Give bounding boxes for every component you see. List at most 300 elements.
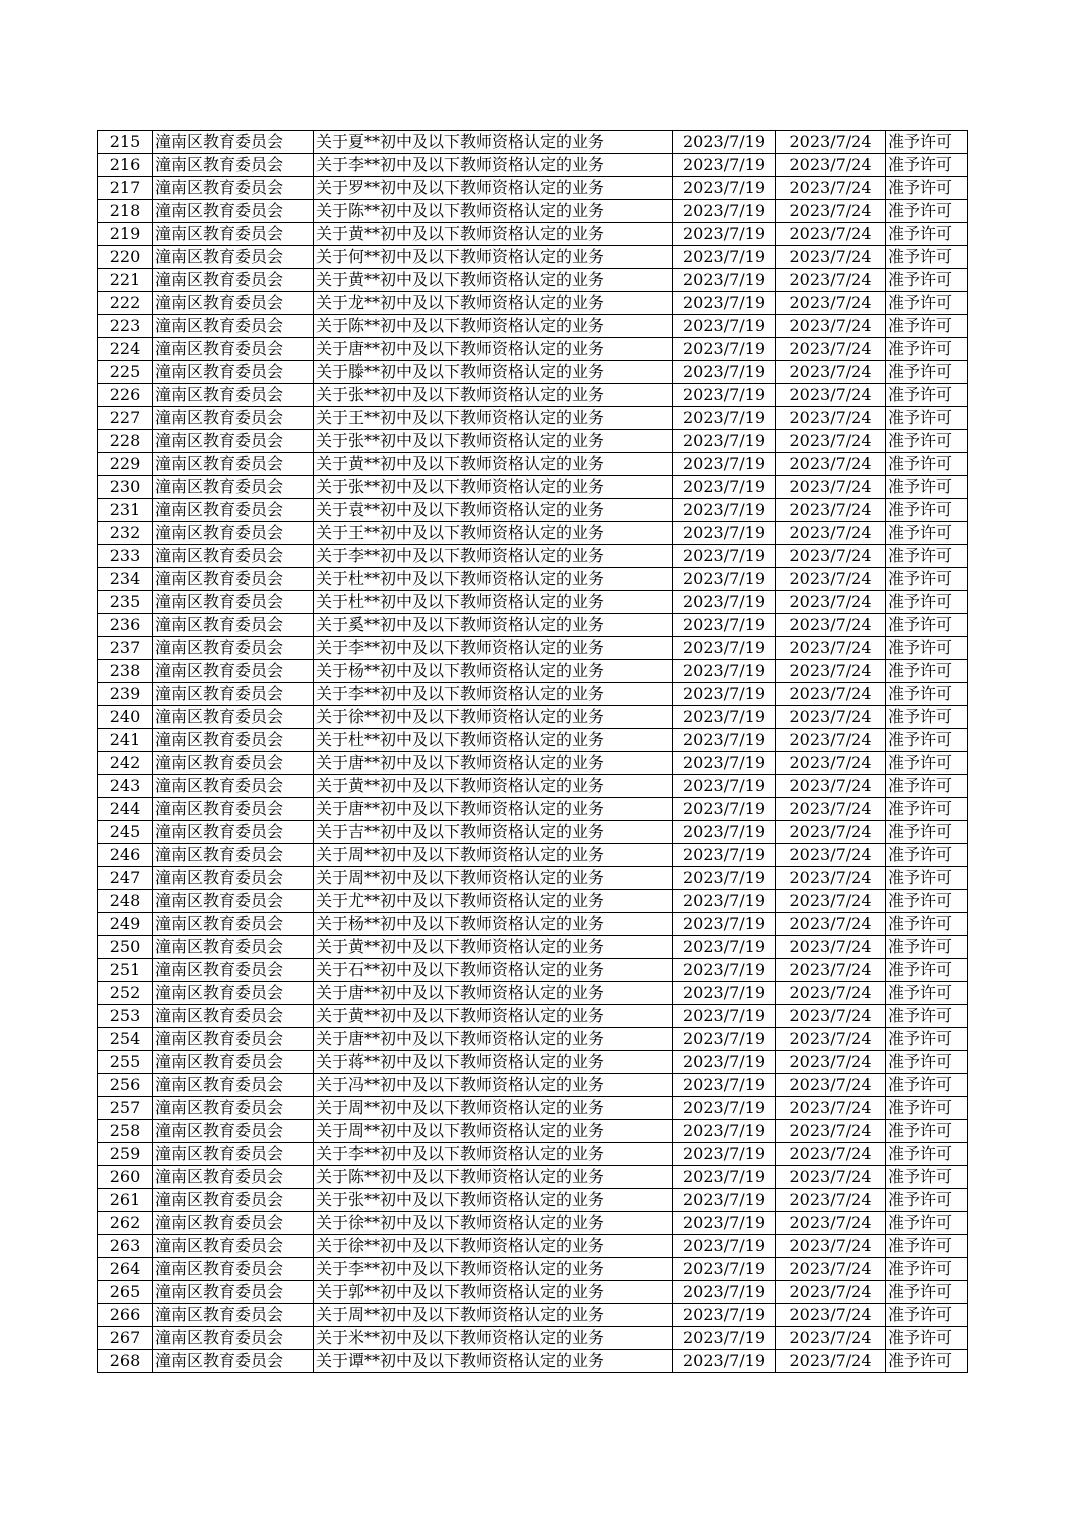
accepted-date-cell: 2023/7/19: [673, 1258, 776, 1281]
department-cell: 潼南区教育委员会: [153, 936, 314, 959]
accepted-date-cell: 2023/7/19: [673, 499, 776, 522]
department-cell: 潼南区教育委员会: [153, 752, 314, 775]
table-row: [98, 959, 968, 982]
table-row: [98, 522, 968, 545]
row-number: 237: [98, 637, 153, 660]
matter-title-cell: 关于罗**初中及以下教师资格认定的业务: [314, 177, 673, 200]
matter-title-cell: 关于周**初中及以下教师资格认定的业务: [314, 844, 673, 867]
result-cell: 准予许可: [886, 890, 968, 913]
accepted-date-cell: 2023/7/19: [673, 453, 776, 476]
row-number: 249: [98, 913, 153, 936]
table-row: [98, 1235, 968, 1258]
table-row: [98, 1143, 968, 1166]
matter-title-cell: 关于张**初中及以下教师资格认定的业务: [314, 430, 673, 453]
matter-title-cell: 关于张**初中及以下教师资格认定的业务: [314, 384, 673, 407]
decision-date-cell: 2023/7/24: [776, 637, 886, 660]
decision-date-cell: 2023/7/24: [776, 338, 886, 361]
decision-date-cell: 2023/7/24: [776, 1327, 886, 1350]
table-row: [98, 361, 968, 384]
row-number: 267: [98, 1327, 153, 1350]
accepted-date-cell: 2023/7/19: [673, 292, 776, 315]
accepted-date-cell: 2023/7/19: [673, 361, 776, 384]
accepted-date-cell: 2023/7/19: [673, 568, 776, 591]
accepted-date-cell: 2023/7/19: [673, 637, 776, 660]
matter-title-cell: 关于李**初中及以下教师资格认定的业务: [314, 1258, 673, 1281]
accepted-date-cell: 2023/7/19: [673, 407, 776, 430]
matter-title-cell: 关于周**初中及以下教师资格认定的业务: [314, 1097, 673, 1120]
row-number: 230: [98, 476, 153, 499]
decision-date-cell: 2023/7/24: [776, 1005, 886, 1028]
table-row: [98, 1028, 968, 1051]
row-number: 221: [98, 269, 153, 292]
decision-date-cell: 2023/7/24: [776, 1051, 886, 1074]
table-row: [98, 1074, 968, 1097]
decision-date-cell: 2023/7/24: [776, 361, 886, 384]
matter-title-cell: 关于周**初中及以下教师资格认定的业务: [314, 867, 673, 890]
matter-title-cell: 关于陈**初中及以下教师资格认定的业务: [314, 200, 673, 223]
decision-date-cell: 2023/7/24: [776, 1281, 886, 1304]
table-row: [98, 499, 968, 522]
department-cell: 潼南区教育委员会: [153, 683, 314, 706]
result-cell: 准予许可: [886, 338, 968, 361]
matter-title-cell: 关于袁**初中及以下教师资格认定的业务: [314, 499, 673, 522]
department-cell: 潼南区教育委员会: [153, 154, 314, 177]
decision-date-cell: 2023/7/24: [776, 1074, 886, 1097]
accepted-date-cell: 2023/7/19: [673, 959, 776, 982]
department-cell: 潼南区教育委员会: [153, 867, 314, 890]
result-cell: 准予许可: [886, 867, 968, 890]
accepted-date-cell: 2023/7/19: [673, 890, 776, 913]
decision-date-cell: 2023/7/24: [776, 223, 886, 246]
matter-title-cell: 关于夏**初中及以下教师资格认定的业务: [314, 131, 673, 154]
accepted-date-cell: 2023/7/19: [673, 154, 776, 177]
department-cell: 潼南区教育委员会: [153, 614, 314, 637]
department-cell: 潼南区教育委员会: [153, 499, 314, 522]
result-cell: 准予许可: [886, 1350, 968, 1373]
decision-date-cell: 2023/7/24: [776, 1028, 886, 1051]
department-cell: 潼南区教育委员会: [153, 407, 314, 430]
result-cell: 准予许可: [886, 545, 968, 568]
table-row: [98, 1120, 968, 1143]
row-number: 222: [98, 292, 153, 315]
decision-date-cell: 2023/7/24: [776, 1189, 886, 1212]
department-cell: 潼南区教育委员会: [153, 453, 314, 476]
accepted-date-cell: 2023/7/19: [673, 1005, 776, 1028]
matter-title-cell: 关于徐**初中及以下教师资格认定的业务: [314, 1235, 673, 1258]
department-cell: 潼南区教育委员会: [153, 338, 314, 361]
result-cell: 准予许可: [886, 476, 968, 499]
matter-title-cell: 关于黄**初中及以下教师资格认定的业务: [314, 269, 673, 292]
decision-date-cell: 2023/7/24: [776, 315, 886, 338]
accepted-date-cell: 2023/7/19: [673, 1281, 776, 1304]
table-row: [98, 269, 968, 292]
table-row: [98, 476, 968, 499]
decision-date-cell: 2023/7/24: [776, 568, 886, 591]
decision-date-cell: 2023/7/24: [776, 1258, 886, 1281]
matter-title-cell: 关于陈**初中及以下教师资格认定的业务: [314, 1166, 673, 1189]
result-cell: 准予许可: [886, 246, 968, 269]
accepted-date-cell: 2023/7/19: [673, 982, 776, 1005]
accepted-date-cell: 2023/7/19: [673, 867, 776, 890]
department-cell: 潼南区教育委员会: [153, 1235, 314, 1258]
accepted-date-cell: 2023/7/19: [673, 384, 776, 407]
result-cell: 准予许可: [886, 1235, 968, 1258]
table-row: [98, 844, 968, 867]
accepted-date-cell: 2023/7/19: [673, 246, 776, 269]
table-row: [98, 660, 968, 683]
table-row: [98, 568, 968, 591]
table-row: [98, 430, 968, 453]
accepted-date-cell: 2023/7/19: [673, 177, 776, 200]
row-number: 252: [98, 982, 153, 1005]
department-cell: 潼南区教育委员会: [153, 1097, 314, 1120]
result-cell: 准予许可: [886, 315, 968, 338]
accepted-date-cell: 2023/7/19: [673, 131, 776, 154]
matter-title-cell: 关于谭**初中及以下教师资格认定的业务: [314, 1350, 673, 1373]
row-number: 265: [98, 1281, 153, 1304]
department-cell: 潼南区教育委员会: [153, 1327, 314, 1350]
result-cell: 准予许可: [886, 1051, 968, 1074]
row-number: 248: [98, 890, 153, 913]
department-cell: 潼南区教育委员会: [153, 1028, 314, 1051]
row-number: 253: [98, 1005, 153, 1028]
accepted-date-cell: 2023/7/19: [673, 1304, 776, 1327]
table-row: [98, 706, 968, 729]
result-cell: 准予许可: [886, 683, 968, 706]
accepted-date-cell: 2023/7/19: [673, 1120, 776, 1143]
matter-title-cell: 关于唐**初中及以下教师资格认定的业务: [314, 752, 673, 775]
table-row: [98, 1281, 968, 1304]
matter-title-cell: 关于李**初中及以下教师资格认定的业务: [314, 154, 673, 177]
decision-date-cell: 2023/7/24: [776, 476, 886, 499]
result-cell: 准予许可: [886, 706, 968, 729]
table-row: [98, 292, 968, 315]
result-cell: 准予许可: [886, 1212, 968, 1235]
table-row: [98, 1258, 968, 1281]
decision-date-cell: 2023/7/24: [776, 660, 886, 683]
accepted-date-cell: 2023/7/19: [673, 591, 776, 614]
table-row: [98, 614, 968, 637]
result-cell: 准予许可: [886, 1005, 968, 1028]
table-row: [98, 315, 968, 338]
result-cell: 准予许可: [886, 384, 968, 407]
result-cell: 准予许可: [886, 499, 968, 522]
row-number: 256: [98, 1074, 153, 1097]
row-number: 260: [98, 1166, 153, 1189]
matter-title-cell: 关于王**初中及以下教师资格认定的业务: [314, 522, 673, 545]
table-row: [98, 1212, 968, 1235]
result-cell: 准予许可: [886, 1304, 968, 1327]
result-cell: 准予许可: [886, 752, 968, 775]
row-number: 220: [98, 246, 153, 269]
row-number: 225: [98, 361, 153, 384]
department-cell: 潼南区教育委员会: [153, 568, 314, 591]
accepted-date-cell: 2023/7/19: [673, 683, 776, 706]
matter-title-cell: 关于尤**初中及以下教师资格认定的业务: [314, 890, 673, 913]
department-cell: 潼南区教育委员会: [153, 821, 314, 844]
decision-date-cell: 2023/7/24: [776, 913, 886, 936]
result-cell: 准予许可: [886, 775, 968, 798]
table-row: [98, 1097, 968, 1120]
result-cell: 准予许可: [886, 614, 968, 637]
row-number: 223: [98, 315, 153, 338]
decision-date-cell: 2023/7/24: [776, 1166, 886, 1189]
matter-title-cell: 关于周**初中及以下教师资格认定的业务: [314, 1120, 673, 1143]
department-cell: 潼南区教育委员会: [153, 1304, 314, 1327]
matter-title-cell: 关于杨**初中及以下教师资格认定的业务: [314, 913, 673, 936]
row-number: 232: [98, 522, 153, 545]
decision-date-cell: 2023/7/24: [776, 430, 886, 453]
result-cell: 准予许可: [886, 637, 968, 660]
result-cell: 准予许可: [886, 1166, 968, 1189]
accepted-date-cell: 2023/7/19: [673, 706, 776, 729]
result-cell: 准予许可: [886, 959, 968, 982]
department-cell: 潼南区教育委员会: [153, 798, 314, 821]
decision-date-cell: 2023/7/24: [776, 1143, 886, 1166]
result-cell: 准予许可: [886, 407, 968, 430]
matter-title-cell: 关于郭**初中及以下教师资格认定的业务: [314, 1281, 673, 1304]
department-cell: 潼南区教育委员会: [153, 1074, 314, 1097]
result-cell: 准予许可: [886, 1258, 968, 1281]
matter-title-cell: 关于唐**初中及以下教师资格认定的业务: [314, 338, 673, 361]
department-cell: 潼南区教育委员会: [153, 131, 314, 154]
row-number: 262: [98, 1212, 153, 1235]
decision-date-cell: 2023/7/24: [776, 384, 886, 407]
row-number: 263: [98, 1235, 153, 1258]
row-number: 259: [98, 1143, 153, 1166]
department-cell: 潼南区教育委员会: [153, 591, 314, 614]
department-cell: 潼南区教育委员会: [153, 545, 314, 568]
result-cell: 准予许可: [886, 522, 968, 545]
accepted-date-cell: 2023/7/19: [673, 1074, 776, 1097]
row-number: 257: [98, 1097, 153, 1120]
matter-title-cell: 关于周**初中及以下教师资格认定的业务: [314, 1304, 673, 1327]
decision-date-cell: 2023/7/24: [776, 890, 886, 913]
accepted-date-cell: 2023/7/19: [673, 798, 776, 821]
decision-date-cell: 2023/7/24: [776, 1304, 886, 1327]
row-number: 238: [98, 660, 153, 683]
result-cell: 准予许可: [886, 200, 968, 223]
table-row: [98, 982, 968, 1005]
accepted-date-cell: 2023/7/19: [673, 1097, 776, 1120]
result-cell: 准予许可: [886, 154, 968, 177]
department-cell: 潼南区教育委员会: [153, 384, 314, 407]
matter-title-cell: 关于李**初中及以下教师资格认定的业务: [314, 545, 673, 568]
matter-title-cell: 关于王**初中及以下教师资格认定的业务: [314, 407, 673, 430]
decision-date-cell: 2023/7/24: [776, 177, 886, 200]
matter-title-cell: 关于黄**初中及以下教师资格认定的业务: [314, 223, 673, 246]
result-cell: 准予许可: [886, 729, 968, 752]
department-cell: 潼南区教育委员会: [153, 292, 314, 315]
department-cell: 潼南区教育委员会: [153, 1212, 314, 1235]
row-number: 255: [98, 1051, 153, 1074]
row-number: 218: [98, 200, 153, 223]
department-cell: 潼南区教育委员会: [153, 1166, 314, 1189]
accepted-date-cell: 2023/7/19: [673, 821, 776, 844]
matter-title-cell: 关于唐**初中及以下教师资格认定的业务: [314, 798, 673, 821]
table-row: [98, 821, 968, 844]
matter-title-cell: 关于何**初中及以下教师资格认定的业务: [314, 246, 673, 269]
decision-date-cell: 2023/7/24: [776, 959, 886, 982]
matter-title-cell: 关于米**初中及以下教师资格认定的业务: [314, 1327, 673, 1350]
department-cell: 潼南区教育委员会: [153, 246, 314, 269]
decision-date-cell: 2023/7/24: [776, 614, 886, 637]
table-row: [98, 200, 968, 223]
table-row: [98, 913, 968, 936]
department-cell: 潼南区教育委员会: [153, 361, 314, 384]
result-cell: 准予许可: [886, 591, 968, 614]
row-number: 239: [98, 683, 153, 706]
table-row: [98, 1304, 968, 1327]
result-cell: 准予许可: [886, 1143, 968, 1166]
result-cell: 准予许可: [886, 982, 968, 1005]
accepted-date-cell: 2023/7/19: [673, 729, 776, 752]
accepted-date-cell: 2023/7/19: [673, 338, 776, 361]
matter-title-cell: 关于唐**初中及以下教师资格认定的业务: [314, 982, 673, 1005]
result-cell: 准予许可: [886, 1189, 968, 1212]
row-number: 242: [98, 752, 153, 775]
row-number: 219: [98, 223, 153, 246]
table-row: [98, 338, 968, 361]
result-cell: 准予许可: [886, 1120, 968, 1143]
result-cell: 准予许可: [886, 453, 968, 476]
accepted-date-cell: 2023/7/19: [673, 660, 776, 683]
accepted-date-cell: 2023/7/19: [673, 1212, 776, 1235]
table-body: [98, 131, 968, 1373]
decision-date-cell: 2023/7/24: [776, 499, 886, 522]
accepted-date-cell: 2023/7/19: [673, 1327, 776, 1350]
department-cell: 潼南区教育委员会: [153, 476, 314, 499]
department-cell: 潼南区教育委员会: [153, 1005, 314, 1028]
accepted-date-cell: 2023/7/19: [673, 936, 776, 959]
table-row: [98, 1189, 968, 1212]
decision-date-cell: 2023/7/24: [776, 752, 886, 775]
accepted-date-cell: 2023/7/19: [673, 775, 776, 798]
accepted-date-cell: 2023/7/19: [673, 269, 776, 292]
department-cell: 潼南区教育委员会: [153, 1051, 314, 1074]
department-cell: 潼南区教育委员会: [153, 913, 314, 936]
row-number: 216: [98, 154, 153, 177]
department-cell: 潼南区教育委员会: [153, 269, 314, 292]
result-cell: 准予许可: [886, 177, 968, 200]
decision-date-cell: 2023/7/24: [776, 522, 886, 545]
result-cell: 准予许可: [886, 568, 968, 591]
accepted-date-cell: 2023/7/19: [673, 545, 776, 568]
result-cell: 准予许可: [886, 660, 968, 683]
row-number: 240: [98, 706, 153, 729]
department-cell: 潼南区教育委员会: [153, 660, 314, 683]
result-cell: 准予许可: [886, 1097, 968, 1120]
decision-date-cell: 2023/7/24: [776, 246, 886, 269]
accepted-date-cell: 2023/7/19: [673, 476, 776, 499]
result-cell: 准予许可: [886, 1327, 968, 1350]
decision-date-cell: 2023/7/24: [776, 1350, 886, 1373]
decision-date-cell: 2023/7/24: [776, 798, 886, 821]
row-number: 258: [98, 1120, 153, 1143]
table-row: [98, 775, 968, 798]
row-number: 215: [98, 131, 153, 154]
matter-title-cell: 关于吉**初中及以下教师资格认定的业务: [314, 821, 673, 844]
matter-title-cell: 关于冯**初中及以下教师资格认定的业务: [314, 1074, 673, 1097]
decision-date-cell: 2023/7/24: [776, 1212, 886, 1235]
accepted-date-cell: 2023/7/19: [673, 522, 776, 545]
department-cell: 潼南区教育委员会: [153, 200, 314, 223]
result-cell: 准予许可: [886, 798, 968, 821]
department-cell: 潼南区教育委员会: [153, 890, 314, 913]
department-cell: 潼南区教育委员会: [153, 177, 314, 200]
decision-date-cell: 2023/7/24: [776, 407, 886, 430]
row-number: 235: [98, 591, 153, 614]
row-number: 266: [98, 1304, 153, 1327]
department-cell: 潼南区教育委员会: [153, 775, 314, 798]
row-number: 231: [98, 499, 153, 522]
department-cell: 潼南区教育委员会: [153, 1281, 314, 1304]
decision-date-cell: 2023/7/24: [776, 545, 886, 568]
result-cell: 准予许可: [886, 292, 968, 315]
result-cell: 准予许可: [886, 223, 968, 246]
decision-date-cell: 2023/7/24: [776, 453, 886, 476]
row-number: 251: [98, 959, 153, 982]
department-cell: 潼南区教育委员会: [153, 637, 314, 660]
accepted-date-cell: 2023/7/19: [673, 200, 776, 223]
decision-date-cell: 2023/7/24: [776, 292, 886, 315]
row-number: 241: [98, 729, 153, 752]
result-cell: 准予许可: [886, 430, 968, 453]
accepted-date-cell: 2023/7/19: [673, 1051, 776, 1074]
matter-title-cell: 关于徐**初中及以下教师资格认定的业务: [314, 706, 673, 729]
table-row: [98, 890, 968, 913]
accepted-date-cell: 2023/7/19: [673, 1166, 776, 1189]
matter-title-cell: 关于黄**初中及以下教师资格认定的业务: [314, 1005, 673, 1028]
table-row: [98, 384, 968, 407]
accepted-date-cell: 2023/7/19: [673, 614, 776, 637]
department-cell: 潼南区教育委员会: [153, 1258, 314, 1281]
department-cell: 潼南区教育委员会: [153, 729, 314, 752]
accepted-date-cell: 2023/7/19: [673, 1143, 776, 1166]
department-cell: 潼南区教育委员会: [153, 1189, 314, 1212]
decision-date-cell: 2023/7/24: [776, 821, 886, 844]
matter-title-cell: 关于奚**初中及以下教师资格认定的业务: [314, 614, 673, 637]
accepted-date-cell: 2023/7/19: [673, 752, 776, 775]
result-cell: 准予许可: [886, 269, 968, 292]
accepted-date-cell: 2023/7/19: [673, 1028, 776, 1051]
matter-title-cell: 关于杨**初中及以下教师资格认定的业务: [314, 660, 673, 683]
result-cell: 准予许可: [886, 131, 968, 154]
row-number: 233: [98, 545, 153, 568]
row-number: 261: [98, 1189, 153, 1212]
decision-date-cell: 2023/7/24: [776, 844, 886, 867]
table-row: [98, 407, 968, 430]
department-cell: 潼南区教育委员会: [153, 1120, 314, 1143]
decision-date-cell: 2023/7/24: [776, 1097, 886, 1120]
table-row: [98, 1051, 968, 1074]
table-row: [98, 683, 968, 706]
result-cell: 准予许可: [886, 1074, 968, 1097]
table-row: [98, 637, 968, 660]
decision-date-cell: 2023/7/24: [776, 683, 886, 706]
department-cell: 潼南区教育委员会: [153, 1143, 314, 1166]
matter-title-cell: 关于李**初中及以下教师资格认定的业务: [314, 1143, 673, 1166]
department-cell: 潼南区教育委员会: [153, 706, 314, 729]
table-row: [98, 798, 968, 821]
department-cell: 潼南区教育委员会: [153, 315, 314, 338]
matter-title-cell: 关于杜**初中及以下教师资格认定的业务: [314, 729, 673, 752]
table-row: [98, 177, 968, 200]
table-row: [98, 1005, 968, 1028]
decision-date-cell: 2023/7/24: [776, 706, 886, 729]
decision-date-cell: 2023/7/24: [776, 982, 886, 1005]
row-number: 264: [98, 1258, 153, 1281]
